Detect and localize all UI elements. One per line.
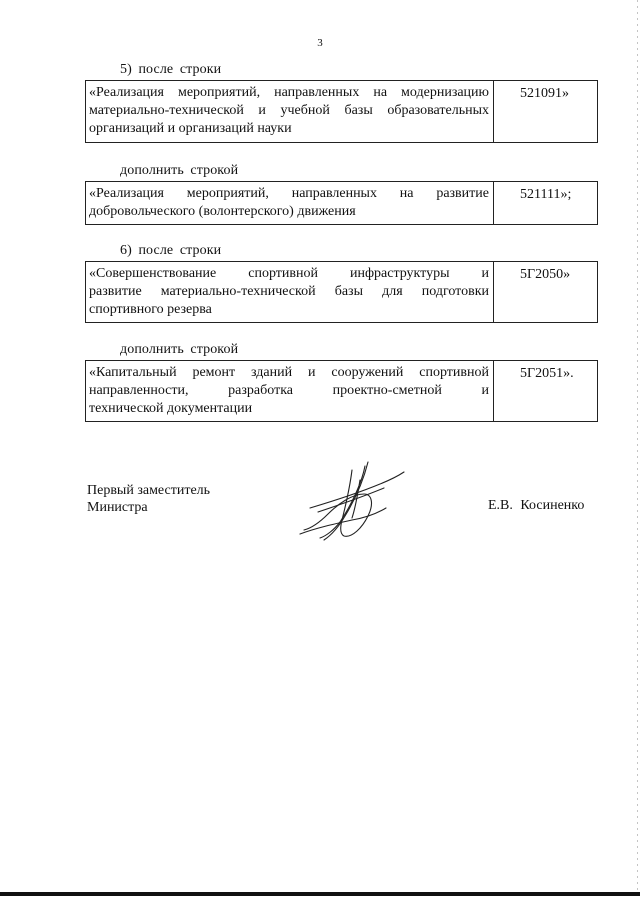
section-label: дополнить строкой — [120, 342, 239, 357]
entry-text-line: развитие материально-технической базы для подготовки — [89, 284, 489, 299]
entry-text-line: «Совершенствование спортивной инфраструктуры и — [89, 266, 489, 281]
section-label: 6) после строки — [120, 243, 222, 258]
entry-text-line: направленности, разработка проектно-сметной и — [89, 383, 489, 398]
entry-text-line: «Реализация мероприятий, направленных на модернизацию — [89, 85, 489, 100]
entry-table — [85, 80, 598, 143]
entry-text-line: материально-технической и учебной базы образовательных — [89, 103, 489, 118]
signature-title-line: Министра — [87, 500, 148, 515]
entry-code: 5Г2050» — [520, 267, 571, 282]
handwritten-signature — [290, 458, 410, 543]
entry-text-line: организаций и организаций науки — [89, 121, 292, 136]
entry-text — [86, 81, 494, 142]
entry-text — [86, 262, 494, 322]
signature-title — [87, 482, 210, 516]
signature-name: Е.В. Косиненко — [488, 498, 585, 513]
signature-title-line: Первый заместитель — [87, 483, 211, 498]
section-label: 5) после строки — [120, 62, 222, 77]
bottom-scan-border — [0, 892, 640, 896]
entry-table — [85, 181, 598, 225]
entry-table — [85, 261, 598, 323]
entry-text-line: «Капитальный ремонт зданий и сооружений спортивной — [89, 365, 489, 380]
entry-text — [86, 361, 494, 421]
entry-text — [86, 182, 494, 224]
entry-text-line: «Реализация мероприятий, направленных на развитие — [89, 186, 489, 201]
scan-edge-mark — [637, 0, 638, 890]
section-label: дополнить строкой — [120, 163, 239, 178]
entry-code: 521111»; — [520, 187, 572, 202]
entry-text-line: спортивного резерва — [89, 302, 212, 317]
page-number: 3 — [317, 37, 323, 49]
entry-code: 5Г2051». — [520, 366, 574, 381]
entry-text-line: добровольческого (волонтерского) движения — [89, 204, 356, 219]
entry-code: 521091» — [520, 86, 569, 101]
entry-text-line: технической документации — [89, 401, 253, 416]
entry-table — [85, 360, 598, 422]
